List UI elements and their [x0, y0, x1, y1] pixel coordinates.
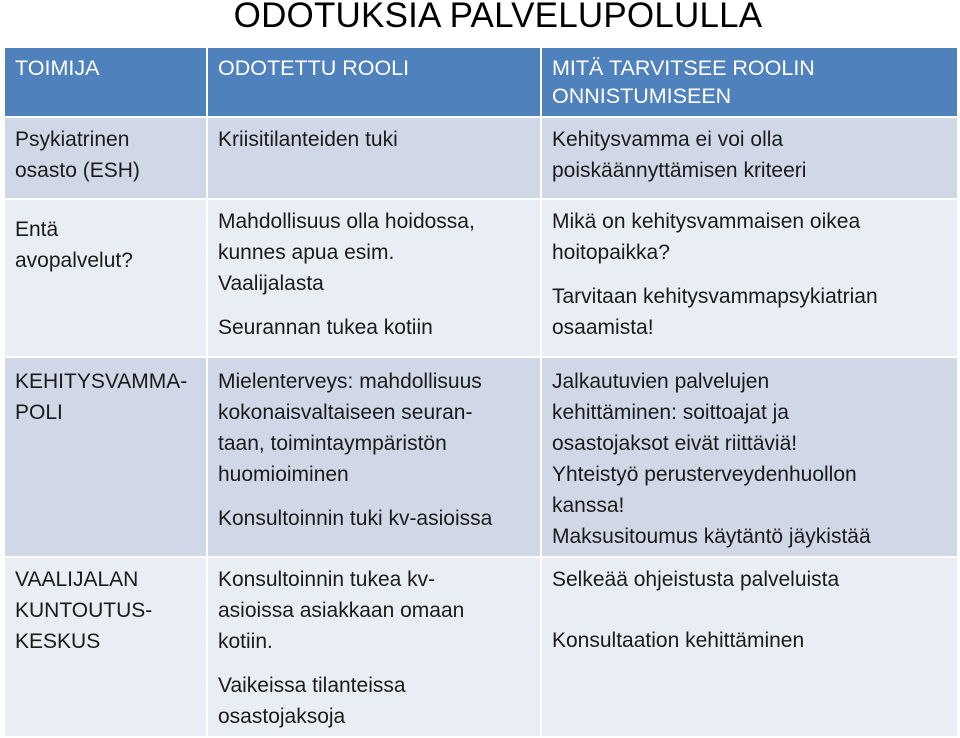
- needs-line: osastojaksot eivät riittäviä!: [552, 432, 798, 455]
- role-line: kotiin.: [218, 630, 273, 653]
- actor-line: osasto (ESH): [15, 159, 140, 182]
- role-cell: [207, 557, 541, 737]
- actor-line: VAALIJALAN: [15, 568, 139, 591]
- needs-line: Tarvitaan kehitysvammapsykiatrian: [552, 285, 878, 308]
- needs-line: Kehitysvamma ei voi olla: [552, 128, 784, 151]
- actor-cell: [4, 557, 207, 737]
- actor-line: POLI: [15, 401, 63, 424]
- role-line: huomioiminen: [218, 463, 349, 486]
- needs-line: Maksusitoumus käytäntö jäykistää: [552, 525, 871, 548]
- role-line: Konsultoinnin tukea kv-: [218, 568, 436, 591]
- needs-line: Jalkautuvien palvelujen: [552, 370, 770, 393]
- role-line: Mielenterveys: mahdollisuus: [218, 370, 482, 393]
- table-row: [4, 557, 958, 737]
- header-needs: [541, 47, 958, 117]
- header-needs-line2: ONNISTUMISEEN: [552, 84, 732, 108]
- role-line: Vaalijalasta: [218, 272, 324, 295]
- actor-cell: [4, 357, 207, 557]
- role-cell: [207, 117, 541, 199]
- page-title: ODOTUKSIA PALVELUPOLULLA: [233, 0, 763, 35]
- table-row: [4, 357, 958, 557]
- role-cell: [207, 199, 541, 357]
- needs-cell: [541, 117, 958, 199]
- needs-line: kehittäminen: soittoajat ja: [552, 401, 789, 424]
- actor-line: KESKUS: [15, 630, 101, 653]
- role-line: Konsultoinnin tuki kv-asioissa: [218, 507, 493, 530]
- needs-cell: [541, 557, 958, 737]
- needs-line: Selkeää ohjeistusta palveluista: [552, 568, 840, 591]
- needs-line: Konsultaation kehittäminen: [552, 629, 805, 652]
- role-line: Mahdollisuus olla hoidossa,: [218, 210, 475, 233]
- needs-line: kanssa!: [552, 494, 625, 517]
- actor-line: Entä: [15, 218, 59, 241]
- role-line: osastojaksoja: [218, 705, 346, 728]
- table-row: [4, 199, 958, 357]
- needs-line: Yhteistyö perusterveydenhuollon: [552, 463, 857, 486]
- table-row: [4, 117, 958, 199]
- actor-line: Psykiatrinen: [15, 128, 130, 151]
- header-actor: TOIMIJA: [4, 47, 207, 117]
- role-line: taan, toimintaympäristön: [218, 432, 447, 455]
- actor-line: KUNTOUTUS-: [15, 599, 153, 622]
- needs-line: poiskäännyttämisen kriteeri: [552, 159, 807, 182]
- needs-line: Mikä on kehitysvammaisen oikea: [552, 210, 861, 233]
- header-needs-line1: MITÄ TARVITSEE ROOLIN: [552, 56, 815, 80]
- role-line: Vaikeissa tilanteissa: [218, 674, 406, 697]
- role-line: kokonaisvaltaiseen seuran-: [218, 401, 473, 424]
- needs-cell: [541, 357, 958, 557]
- needs-cell: [541, 199, 958, 357]
- expectations-table: [3, 46, 959, 738]
- role-line: Seurannan tukea kotiin: [218, 316, 433, 339]
- role-line: Kriisitilanteiden tuki: [218, 128, 398, 151]
- actor-cell: [4, 117, 207, 199]
- role-line: asioissa asiakkaan omaan: [218, 599, 465, 622]
- role-cell: [207, 357, 541, 557]
- needs-line: hoitopaikka?: [552, 241, 670, 264]
- role-line: kunnes apua esim.: [218, 241, 395, 264]
- header-role: ODOTETTU ROOLI: [207, 47, 541, 117]
- actor-line: avopalvelut?: [15, 249, 133, 272]
- actor-cell: [4, 199, 207, 357]
- needs-line: osaamista!: [552, 316, 654, 339]
- actor-line: KEHITYSVAMMA-: [15, 370, 188, 393]
- header-row: [4, 47, 958, 117]
